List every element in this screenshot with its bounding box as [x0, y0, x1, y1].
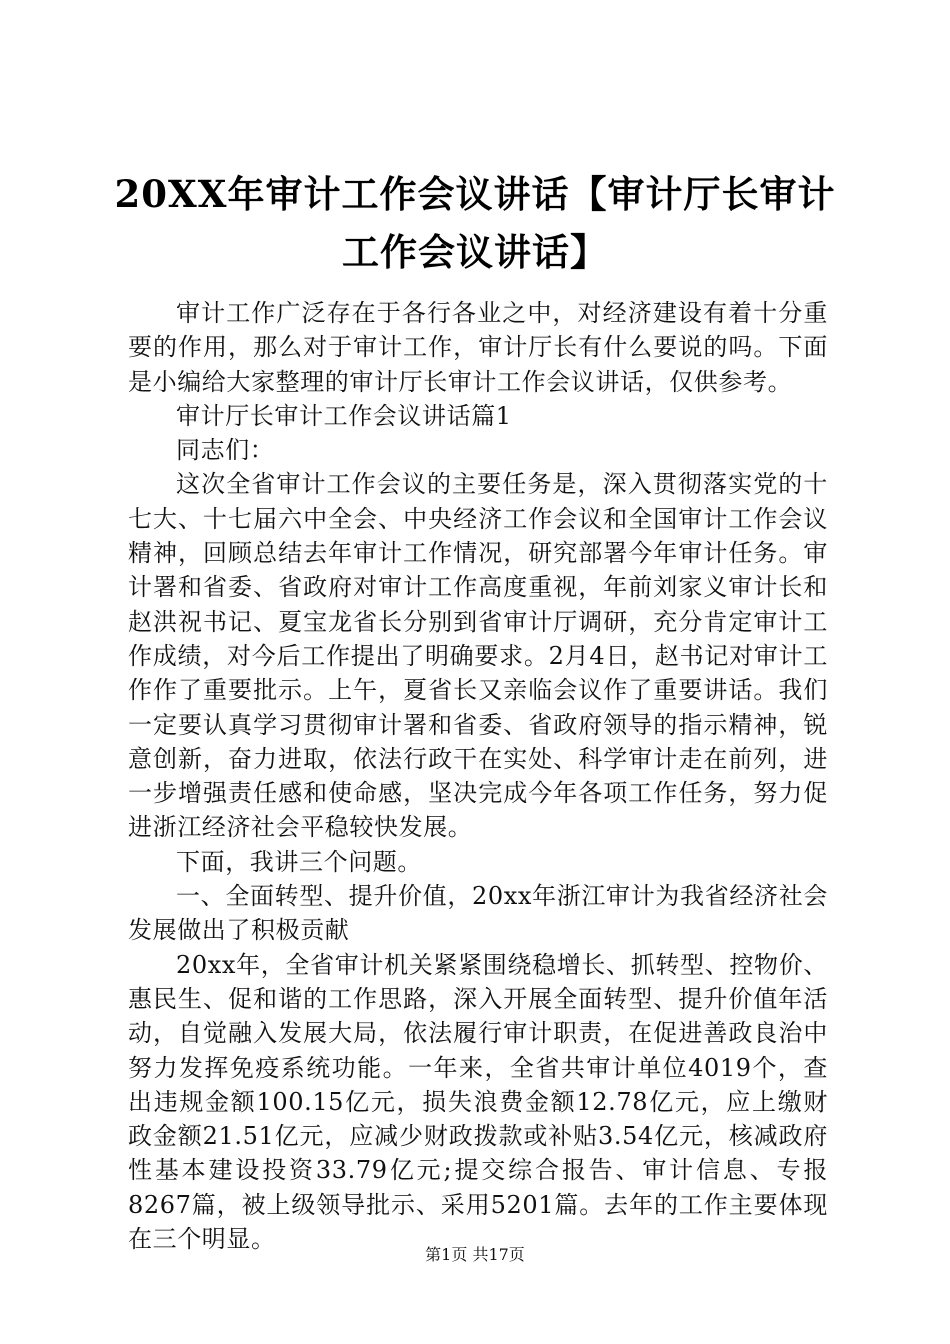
- document-body: [128, 296, 828, 1256]
- paragraph-summary: 20xx年，全省审计机关紧紧围绕稳增长、抓转型、控物价、惠民生、促和谐的工作思路，深入开展全面转型、提升价值年活动，自觉融入发展大局，依法履行审计职责，在促进善政良治中努力发挥免疫系统功能。一年来，全省共审计单位4019个，查出违规金额100.15亿元，损失浪费金额12.78亿元，应上缴财政金额21.51亿元，应减少财政拨款或补贴3.54亿元，核减政府性基本建设投资33.79亿元;提交综合报告、审计信息、专报8267篇，被上级领导批示、采用5201篇。去年的工作主要体现在三个明显。: [128, 950, 828, 1254]
- paragraph-transition: 下面，我讲三个问题。: [176, 847, 422, 876]
- paragraph-heading-one: 一、全面转型、提升价值，20xx年浙江审计为我省经济社会发展做出了积极贡献: [128, 882, 828, 945]
- document-title: 20XX年审计工作会议讲话【审计厅长审计工作会议讲话】: [114, 172, 836, 274]
- paragraph-intro: 审计工作广泛存在于各行各业之中，对经济建设有着十分重要的作用，那么对于审计工作，审计厅长有什么要说的吗。下面是小编给大家整理的审计厅长审计工作会议讲话，仅供参考。: [128, 299, 828, 396]
- page-footer: 第1页 共17页: [425, 1245, 525, 1264]
- paragraph-main: 这次全省审计工作会议的主要任务是，深入贯彻落实党的十七大、十七届六中全会、中央经济工作会议和全国审计工作会议精神，回顾总结去年审计工作情况，研究部署今年审计任务。审计署和省委、省政府对审计工作高度重视，年前刘家义审计长和赵洪祝书记、夏宝龙省长分别到省审计厅调研，充分肯定审计工作成绩，对今后工作提出了明确要求。2月4日，赵书记对审计工作作了重要批示。上午，夏省长又亲临会议作了重要讲话。我们一定要认真学习贯彻审计署和省委、省政府领导的指示精神，锐意创新，奋力进取，依法行政干在实处、科学审计走在前列，进一步增强责任感和使命感，坚决完成今年各项工作任务，努力促进浙江经济社会平稳较快发展。: [128, 470, 828, 842]
- paragraph-salutation: 同志们：: [176, 436, 275, 465]
- paragraph-section-heading: 审计厅长审计工作会议讲话篇1: [176, 401, 512, 430]
